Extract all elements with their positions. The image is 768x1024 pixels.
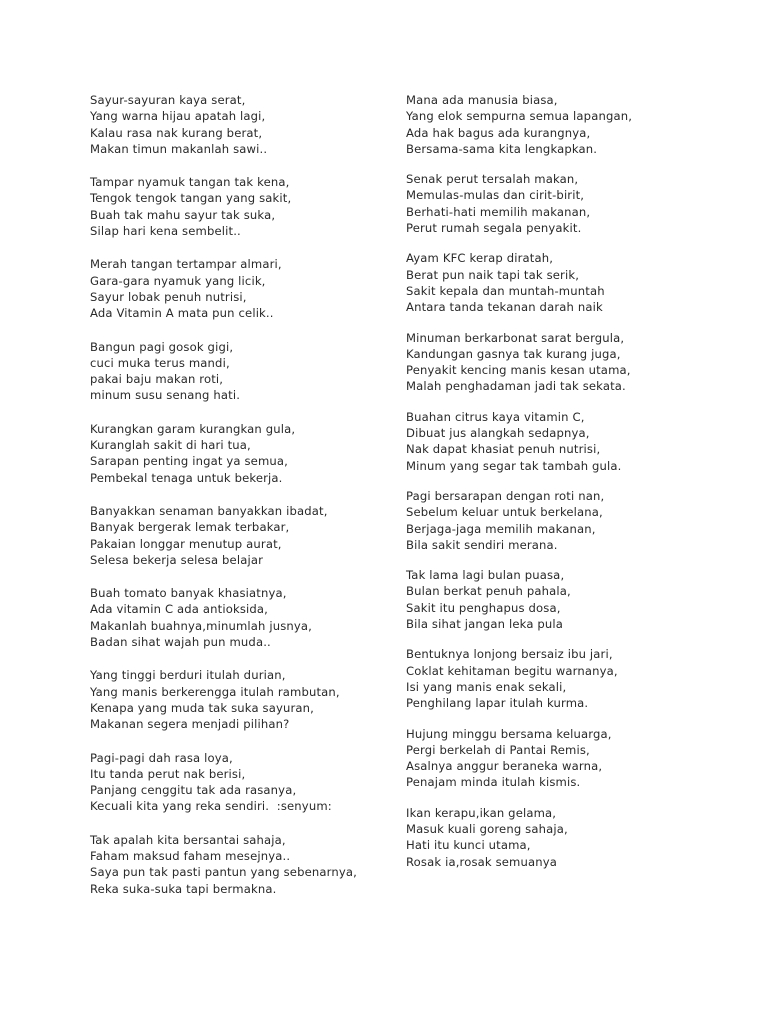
pantun-line: cuci muka terus mandi, xyxy=(90,355,230,370)
pantun-line: Tengok tengok tangan yang sakit, xyxy=(90,191,292,206)
pantun-line: Mana ada manusia biasa, xyxy=(406,93,558,107)
pantun-line: Penghilang lapar itulah kurma. xyxy=(406,696,589,711)
pantun-line: Faham maksud faham mesejnya.. xyxy=(90,848,291,863)
pantun-line: Buah tak mahu sayur tak suka, xyxy=(90,207,276,222)
pantun-line: Gara-gara nyamuk yang licik, xyxy=(90,273,266,288)
pantun-line: Pagi bersarapan dengan roti nan, xyxy=(406,488,605,503)
pantun-stanza xyxy=(90,174,390,239)
pantun-line: Ada vitamin C ada antioksida, xyxy=(90,602,268,617)
pantun-line: Tak apalah kita bersantai sahaja, xyxy=(90,832,286,847)
pantun-line: Pembekal tenaga untuk bekerja. xyxy=(90,470,283,485)
pantun-stanza xyxy=(90,421,390,486)
pantun-line: Sakit kepala dan muntah-muntah xyxy=(406,283,605,298)
pantun-line: Ada Vitamin A mata pun celik.. xyxy=(90,306,274,321)
pantun-line: Bentuknya lonjong bersaiz ibu jari, xyxy=(406,647,613,662)
pantun-line: Coklat kehitaman begitu warnanya, xyxy=(406,663,618,678)
pantun-line: Minuman berkarbonat sarat bergula, xyxy=(406,330,625,345)
pantun-line: Ikan kerapu,ikan gelama, xyxy=(406,805,557,820)
pantun-stanza xyxy=(406,567,736,632)
pantun-stanza xyxy=(406,250,736,315)
pantun-line: Sebelum keluar untuk berkelana, xyxy=(406,505,603,520)
pantun-line: Memulas-mulas dan cirit-birit, xyxy=(406,188,585,203)
pantun-stanza xyxy=(90,503,390,568)
pantun-line: Yang manis berkerengga itulah rambutan, xyxy=(90,684,340,699)
pantun-stanza xyxy=(406,409,736,474)
right-column xyxy=(406,92,736,884)
pantun-line: Pagi-pagi dah rasa loya, xyxy=(90,750,233,765)
pantun-line: Berhati-hati memilih makanan, xyxy=(406,204,591,219)
pantun-line: Merah tangan tertampar almari, xyxy=(90,257,282,272)
pantun-line: Pakaian longgar menutup aurat, xyxy=(90,536,282,551)
pantun-line: Reka suka-suka tapi bermakna. xyxy=(90,881,285,896)
pantun-line: Buah tomato banyak khasiatnya, xyxy=(90,586,287,601)
pantun-line: Hati itu kunci utama, xyxy=(406,838,531,853)
pantun-line: Minum yang segar tak tambah gula. xyxy=(406,458,622,473)
pantun-stanza xyxy=(406,726,736,791)
pantun-stanza xyxy=(406,805,736,870)
pantun-stanza xyxy=(406,92,736,157)
pantun-line: Silap hari kena sembelit.. xyxy=(90,224,241,239)
pantun-line: pakai baju makan roti, xyxy=(90,372,224,387)
pantun-line: Itu tanda perut nak berisi, xyxy=(90,766,246,781)
pantun-line: Sayur-sayuran kaya serat, xyxy=(90,93,246,107)
pantun-line: Senak perut tersalah makan, xyxy=(406,172,579,187)
pantun-line: Kenapa yang muda tak suka sayuran, xyxy=(90,700,315,715)
pantun-line: Selesa bekerja selesa belajar xyxy=(90,552,263,567)
pantun-line: Nak dapat khasiat penuh nutrisi, xyxy=(406,442,601,457)
pantun-line: Berat pun naik tapi tak serik, xyxy=(406,267,580,282)
pantun-line: Berjaga-jaga memilih makanan, xyxy=(406,521,596,536)
pantun-stanza xyxy=(90,256,390,321)
pantun-line: Sayur lobak penuh nutrisi, xyxy=(90,289,247,304)
pantun-line: Masuk kuali goreng sahaja, xyxy=(406,821,568,836)
pantun-stanza xyxy=(90,92,390,157)
pantun-line: Bangun pagi gosok gigi, xyxy=(90,339,234,354)
pantun-line: Bersama-sama kita lengkapkan. xyxy=(406,141,598,156)
pantun-line: Banyakkan senaman banyakkan ibadat, xyxy=(90,503,328,518)
pantun-line: Sarapan penting ingat ya semua, xyxy=(90,454,289,469)
pantun-line: Ada hak bagus ada kurangnya, xyxy=(406,125,591,140)
pantun-line: Kecuali kita yang reka sendiri. :senyum: xyxy=(90,799,332,814)
pantun-line: Hujung minggu bersama keluarga, xyxy=(406,726,612,741)
pantun-line: Penajam minda itulah kismis. xyxy=(406,775,581,790)
pantun-line: Pergi berkelah di Pantai Remis, xyxy=(406,742,590,757)
pantun-line: Asalnya anggur beraneka warna, xyxy=(406,759,603,774)
left-column xyxy=(90,92,390,914)
pantun-line: Bila sihat jangan leka pula xyxy=(406,617,564,632)
pantun-stanza xyxy=(90,339,390,404)
pantun-line: Panjang cenggitu tak ada rasanya, xyxy=(90,783,297,798)
pantun-line: Makan timun makanlah sawi.. xyxy=(90,141,268,156)
pantun-line: Yang tinggi berduri itulah durian, xyxy=(90,668,286,683)
pantun-line: Bulan berkat penuh pahala, xyxy=(406,584,571,599)
pantun-line: Saya pun tak pasti pantun yang sebenarnya, xyxy=(90,865,357,880)
pantun-line: Kalau rasa nak kurang berat, xyxy=(90,125,263,140)
pantun-stanza xyxy=(90,832,390,897)
pantun-line: Perut rumah segala penyakit. xyxy=(406,221,582,236)
pantun-line: Isi yang manis enak sekali, xyxy=(406,679,567,694)
pantun-line: Tampar nyamuk tangan tak kena, xyxy=(90,175,290,190)
pantun-line: Kurangkan garam kurangkan gula, xyxy=(90,421,296,436)
pantun-stanza xyxy=(90,585,390,650)
pantun-line: Makanan segera menjadi pilihan? xyxy=(90,717,290,732)
pantun-line: Rosak ia,rosak semuanya xyxy=(406,854,558,869)
pantun-line: Malah penghadaman jadi tak sekata. xyxy=(406,379,626,394)
pantun-stanza xyxy=(406,171,736,236)
pantun-line: Dibuat jus alangkah sedapnya, xyxy=(406,426,590,441)
pantun-stanza xyxy=(90,750,390,815)
pantun-line: Ayam KFC kerap diratah, xyxy=(406,251,554,266)
pantun-line: Tak lama lagi bulan puasa, xyxy=(406,568,565,583)
pantun-stanza xyxy=(406,488,736,553)
pantun-line: Penyakit kencing manis kesan utama, xyxy=(406,363,631,378)
pantun-line: Buahan citrus kaya vitamin C, xyxy=(406,409,585,424)
pantun-line: Antara tanda tekanan darah naik xyxy=(406,300,603,315)
pantun-line: Kandungan gasnya tak kurang juga, xyxy=(406,346,621,361)
pantun-line: Kuranglah sakit di hari tua, xyxy=(90,438,251,453)
pantun-stanza xyxy=(406,646,736,711)
pantun-stanza xyxy=(406,330,736,395)
pantun-line: Bila sakit sendiri merana. xyxy=(406,537,558,552)
pantun-line: Yang warna hijau apatah lagi, xyxy=(90,109,266,124)
pantun-line: Banyak bergerak lemak terbakar, xyxy=(90,520,290,535)
pantun-line: minum susu senang hati. xyxy=(90,388,241,403)
pantun-line: Makanlah buahnya,minumlah jusnya, xyxy=(90,618,313,633)
pantun-line: Badan sihat wajah pun muda.. xyxy=(90,635,271,650)
pantun-line: Sakit itu penghapus dosa, xyxy=(406,600,561,615)
pantun-line: Yang elok sempurna semua lapangan, xyxy=(406,109,633,124)
pantun-stanza xyxy=(90,667,390,732)
